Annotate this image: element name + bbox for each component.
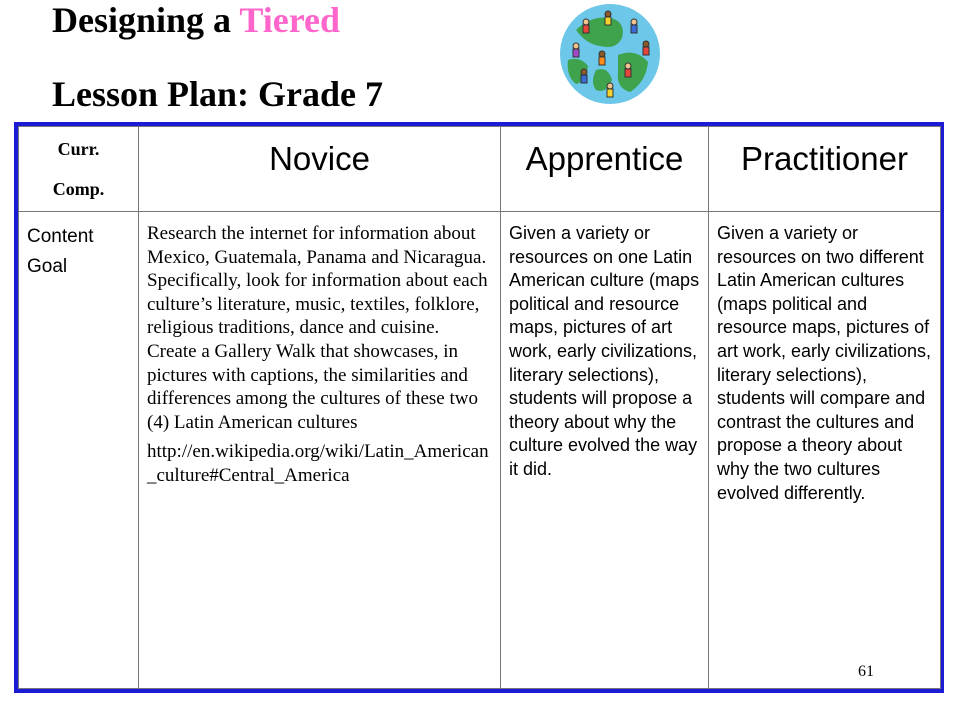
curr-comp-header [19,127,139,212]
slide-subtitle: Lesson Plan: Grade 7 [52,74,384,114]
table-header-row [19,127,941,212]
row-label-line2: Goal [27,256,68,277]
slide-title [52,0,340,40]
curr-label: Curr. [57,139,100,159]
practitioner-header: Practitioner [709,127,941,212]
novice-url-link[interactable]: http://en.wikipedia.org/wiki/Latin_American_culture#Central_America [147,441,489,486]
apprentice-cell: Given a variety or resources on one Latin American culture (maps political and resource maps, pictures of art work, early civilizations, literary selections), students will propose a theory about why the culture evolved the way it did. [501,212,709,689]
comp-label: Comp. [52,179,105,199]
novice-text: Research the internet for information about Mexico, Guatemala, Panama and Nicaragua. Specifically, look for information about each culture’s literature, music, textiles, folklore, religious traditions, dance and cuisine. Create a Gallery Walk that showcases, in pictures with captions, the similarities and differences among the cultures of these two (4) Latin American cultures [147,223,488,433]
title-accent-word: Tiered [239,0,341,40]
row-label [19,212,139,689]
apprentice-header: Apprentice [501,127,709,212]
novice-header: Novice [139,127,501,212]
novice-cell [139,212,501,689]
globe-icon [556,0,664,106]
table-row [19,212,941,689]
practitioner-cell: Given a variety or resources on two different Latin American cultures (maps political and resource maps, pictures of art work, early civilizations, literary selections), students will compare and contrast the cultures and propose a theory about why the two cultures evolved differently. [709,212,941,689]
row-label-line1: Content [27,226,94,247]
title-prefix: Designing a [52,0,240,40]
page-number: 61 [858,663,874,680]
lesson-table [14,122,944,693]
